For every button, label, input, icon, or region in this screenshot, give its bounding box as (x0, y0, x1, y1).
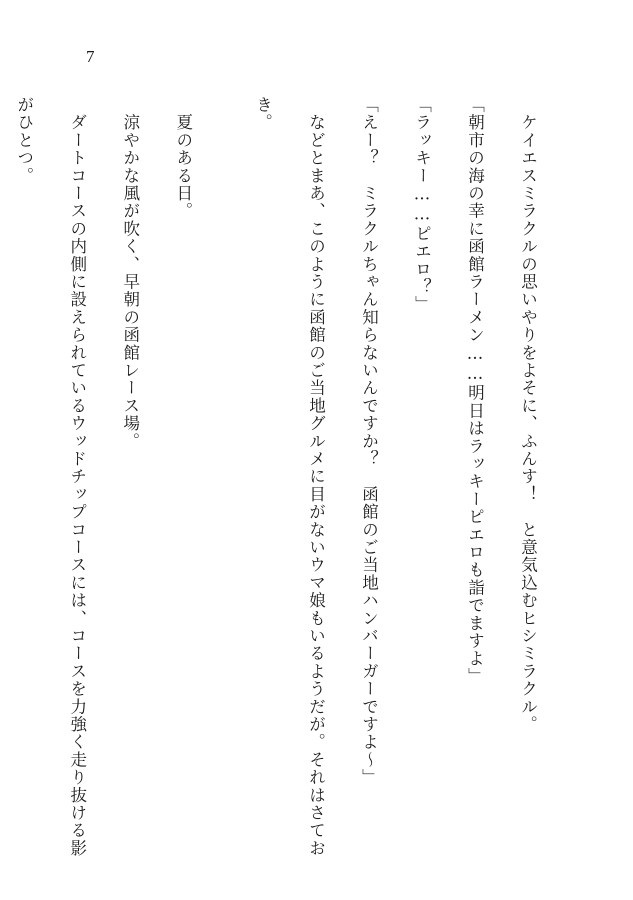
text-line: ダートコースの内側に設えられているウッドチップコースには、コースを力強く走り抜ける影 (67, 96, 87, 858)
page-number: 7 (86, 47, 95, 66)
text-line: 涼やかな風が吹く、早朝の函館レース場。 (120, 96, 140, 450)
text-line: ケイエスミラクルの思いやりをよそに、ふんす！ と意気込むヒシミラクル。 (518, 96, 538, 734)
text-line: 夏のある日。 (173, 96, 193, 220)
text-line: などとまあ、このように函館のご当地グルメに目がないウマ娘もいるようだが。それはさてお (306, 96, 326, 858)
text-line: 「ラッキー……ピエロ？」 (412, 96, 432, 314)
vertical-text-body (0, 96, 567, 866)
text-line: 「朝市の海の幸に函館ラーメン……明日はラッキーピエロも詣でますよ」 (465, 96, 485, 686)
text-line: き。 (253, 96, 273, 132)
text-line: がひとつ。 (14, 96, 34, 185)
text-line: 「えー？ ミラクルちゃん知らないんですか？ 函館のご当地ハンバーガーですよ～」 (359, 96, 379, 787)
